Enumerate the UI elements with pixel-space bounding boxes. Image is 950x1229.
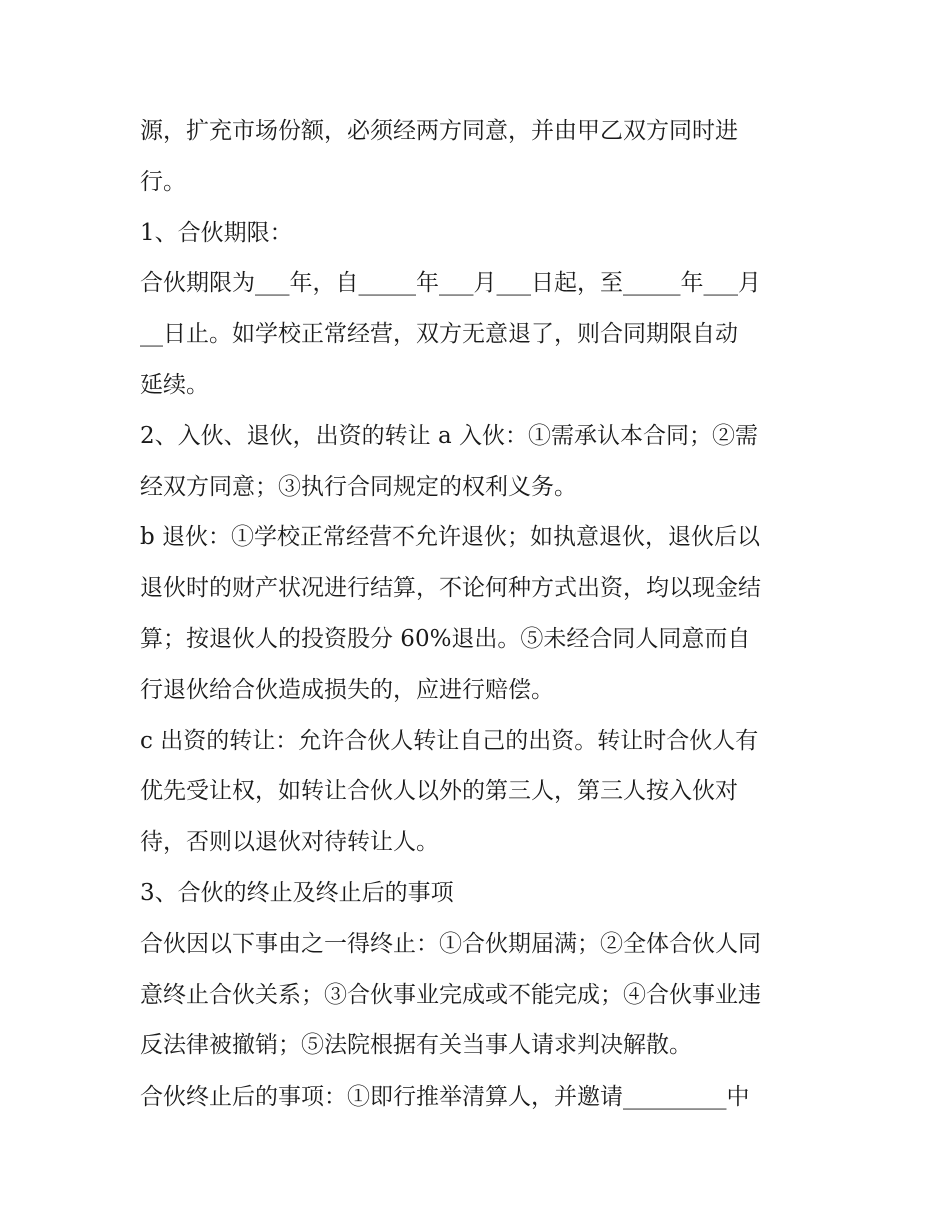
text-line: 行退伙给合伙造成损失的，应进行赔偿。: [140, 676, 554, 703]
text-line: 经双方同意；③执行合同规定的权利义务。: [140, 473, 577, 500]
text-line: 合伙期限为___年，自_____年___月___日起，至_____年___月: [140, 270, 761, 297]
document-body: [140, 106, 820, 1124]
text-line: 意终止合伙关系；③合伙事业完成或不能完成；④合伙事业违: [140, 981, 761, 1008]
section-heading: 1、合伙期限：: [140, 219, 293, 246]
text-line: 待，否则以退伙对待转让人。: [140, 829, 439, 856]
section-heading: 2、入伙、退伙，出资的转让 a 入伙：①需承认本合同；②需: [140, 422, 758, 449]
text-line: 合伙终止后的事项：①即行推举清算人，并邀请_________中: [140, 1084, 750, 1111]
text-line: 行。: [140, 168, 186, 195]
section-heading: 3、合伙的终止及终止后的事项: [140, 879, 454, 906]
text-line: b 退伙：①学校正常经营不允许退伙；如执意退伙，退伙后以: [140, 524, 761, 551]
text-line: 源，扩充市场份额，必须经两方同意，并由甲乙双方同时进: [140, 118, 738, 144]
text-line: 算；按退伙人的投资股分 60%退出。⑤未经合同人同意而自: [140, 625, 751, 652]
text-line: 优先受让权，如转让合伙人以外的第三人，第三人按入伙对: [140, 778, 738, 805]
text-line: 退伙时的财产状况进行结算，不论何种方式出资，均以现金结: [140, 575, 761, 602]
text-line: __日止。如学校正常经营，双方无意退了，则合同期限自动: [140, 321, 738, 348]
text-line: 反法律被撤销；⑤法院根据有关当事人请求判决解散。: [140, 1032, 692, 1059]
text-line: 合伙因以下事由之一得终止：①合伙期届满；②全体合伙人同: [140, 930, 761, 957]
text-line: c 出资的转让：允许合伙人转让自己的出资。转让时合伙人有: [140, 727, 759, 754]
text-line: 延续。: [140, 371, 209, 398]
